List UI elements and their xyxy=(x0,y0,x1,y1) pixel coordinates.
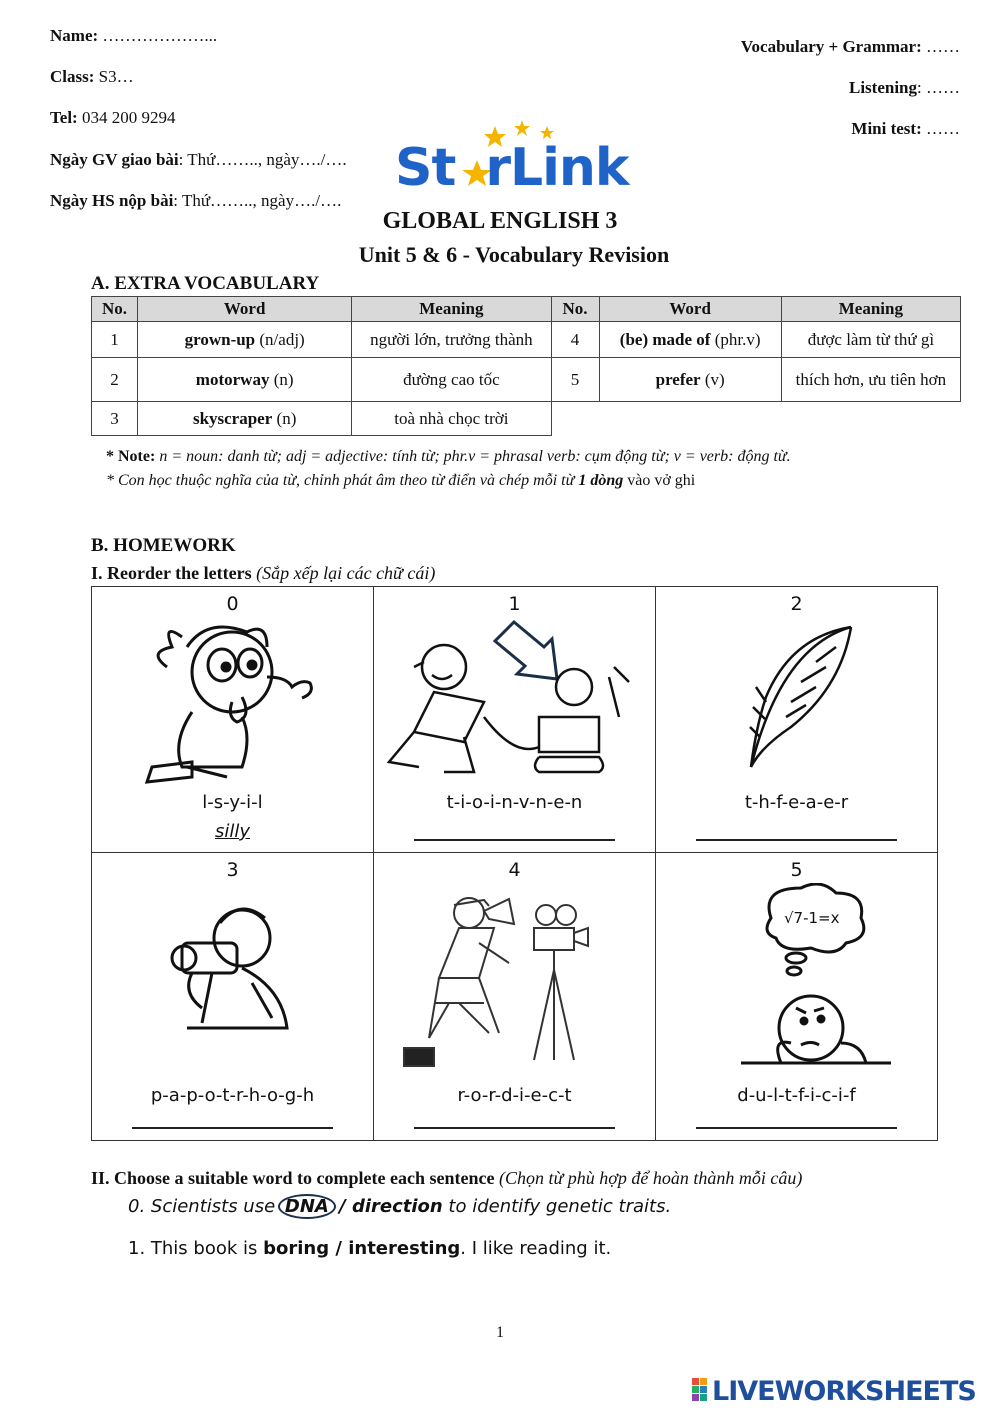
reorder-cell: 1 t-i-o-i-n-v-n-e-n xyxy=(374,587,656,853)
score-vocab-grammar: Vocabulary + Grammar: …… xyxy=(740,37,960,56)
scrambled-word: l-s-y-i-l xyxy=(202,792,263,813)
scrambled-word: p-a-p-o-t-r-h-o-g-h xyxy=(150,1085,315,1106)
liveworksheets-logo xyxy=(692,1376,992,1406)
answer-line[interactable] xyxy=(132,1127,333,1129)
reorder-cell: 5 √7-1=x d-u-l-t-f-i-c-i-f xyxy=(656,853,938,1141)
table-row xyxy=(92,358,961,402)
page-number: 1 xyxy=(496,1324,504,1341)
cell-meaning: thích hơn, ưu tiên hơn xyxy=(781,358,960,402)
score-mini-test: Mini test: …… xyxy=(851,119,960,138)
cell-no: 5 xyxy=(551,358,599,402)
vocab-header-row xyxy=(92,297,961,322)
cell-word: skyscraper (n) xyxy=(138,402,352,436)
col-header: No. xyxy=(551,297,599,322)
option-interesting[interactable]: interesting xyxy=(348,1238,461,1259)
cell-word: motorway (n) xyxy=(138,358,352,402)
cell-no: 1 xyxy=(92,322,138,358)
inventor-machine-icon xyxy=(374,617,655,787)
cell-no: 2 xyxy=(92,358,138,402)
cell-meaning: đường cao tốc xyxy=(352,358,551,402)
part1-title: I. Reorder the letters (Sắp xếp lại các chữ cái) xyxy=(91,563,436,583)
note-abbreviations: * Note: n = noun: danh từ; adj = adjective: tính từ; phr.v = phrasal verb: cụm động từ; v = verb: động từ. xyxy=(106,448,791,465)
starlink-logo xyxy=(395,118,645,198)
page-subtitle: Unit 5 & 6 - Vocabulary Revision xyxy=(358,242,670,267)
film-director-icon xyxy=(374,883,655,1053)
cell-no: 4 xyxy=(551,322,599,358)
answer-text: silly xyxy=(214,821,251,842)
scrambled-word: r-o-r-d-i-e-c-t xyxy=(457,1085,572,1106)
thinking-boy-icon xyxy=(656,883,937,1053)
note-instruction: * Con học thuộc nghĩa của từ, chỉnh phát âm theo từ điển và chép mỗi từ 1 dòng vào vở ghi xyxy=(106,472,696,489)
name-line: Name: ………………... xyxy=(50,26,218,45)
cell-word: grown-up (n/adj) xyxy=(138,322,352,358)
col-header: Meaning xyxy=(352,297,551,322)
scrambled-word: d-u-l-t-f-i-c-i-f xyxy=(737,1085,856,1106)
option-boring[interactable]: boring xyxy=(263,1238,330,1259)
class-line: Class: S3… xyxy=(50,67,134,86)
thought-bubble-text: √7-1=x xyxy=(784,909,840,927)
table-row xyxy=(92,402,961,436)
tel-line: Tel: 034 200 9294 xyxy=(50,108,176,127)
col-header: No. xyxy=(92,297,138,322)
cell-meaning: toà nhà chọc trời xyxy=(352,402,551,436)
answer-line[interactable] xyxy=(696,839,897,841)
col-header: Word xyxy=(138,297,352,322)
cell-word: prefer (v) xyxy=(599,358,781,402)
part2-title: II. Choose a suitable word to complete each sentence (Chọn từ phù hợp để hoàn thành mỗi câu) xyxy=(91,1168,803,1188)
boy-tongue-out-icon xyxy=(92,617,373,787)
reorder-cell: 4 r-o-r-d-i-e-c-t xyxy=(374,853,656,1141)
sentence-0: 0. Scientists use DNA / direction to identify genetic traits. xyxy=(128,1196,672,1217)
cell-meaning: được làm từ thứ gì xyxy=(781,322,960,358)
score-listening: Listening: …… xyxy=(848,78,960,97)
logo-text-part2: rLink xyxy=(485,138,629,198)
col-header: Meaning xyxy=(781,297,960,322)
answer-line[interactable] xyxy=(414,1127,615,1129)
assign-date-line: Ngày GV giao bài: Thứ…….., ngày…./…. xyxy=(50,150,347,169)
vocab-table xyxy=(91,296,961,436)
scrambled-word: t-i-o-i-n-v-n-e-n xyxy=(446,792,583,813)
sentence-1: 1. This book is boring / interesting. I like reading it. xyxy=(128,1238,612,1259)
cell-word: (be) made of (phr.v) xyxy=(599,322,781,358)
scrambled-word: t-h-f-e-a-e-r xyxy=(744,792,849,813)
reorder-cell: 2 t-h-f-e-a-e-r xyxy=(656,587,938,853)
page-title: GLOBAL ENGLISH 3 xyxy=(382,208,618,234)
logo-text-part1: St xyxy=(395,138,456,198)
option-direction[interactable]: direction xyxy=(351,1196,443,1217)
table-row xyxy=(92,322,961,358)
liveworksheets-brand-text[interactable]: LIVEWORKSHEETS xyxy=(712,1376,976,1407)
option-dna-circled[interactable]: DNA xyxy=(278,1194,336,1219)
cell-meaning: người lớn, trưởng thành xyxy=(352,322,551,358)
reorder-cell: 3 p-a-p-o-t-r-h-o-g-h xyxy=(92,853,374,1141)
col-header: Word xyxy=(599,297,781,322)
photographer-camera-icon xyxy=(92,883,373,1053)
section-b-heading: B. HOMEWORK xyxy=(91,535,236,556)
answer-line[interactable] xyxy=(696,1127,897,1129)
cell-no: 3 xyxy=(92,402,138,436)
feather-icon xyxy=(656,617,937,787)
submit-date-line: Ngày HS nộp bài: Thứ…….., ngày…./…. xyxy=(50,191,342,210)
answer-line[interactable] xyxy=(414,839,615,841)
section-a-heading: A. EXTRA VOCABULARY xyxy=(91,273,320,294)
reorder-grid xyxy=(91,586,938,1141)
reorder-cell: 0 l-s-y-i-l silly xyxy=(92,587,374,853)
